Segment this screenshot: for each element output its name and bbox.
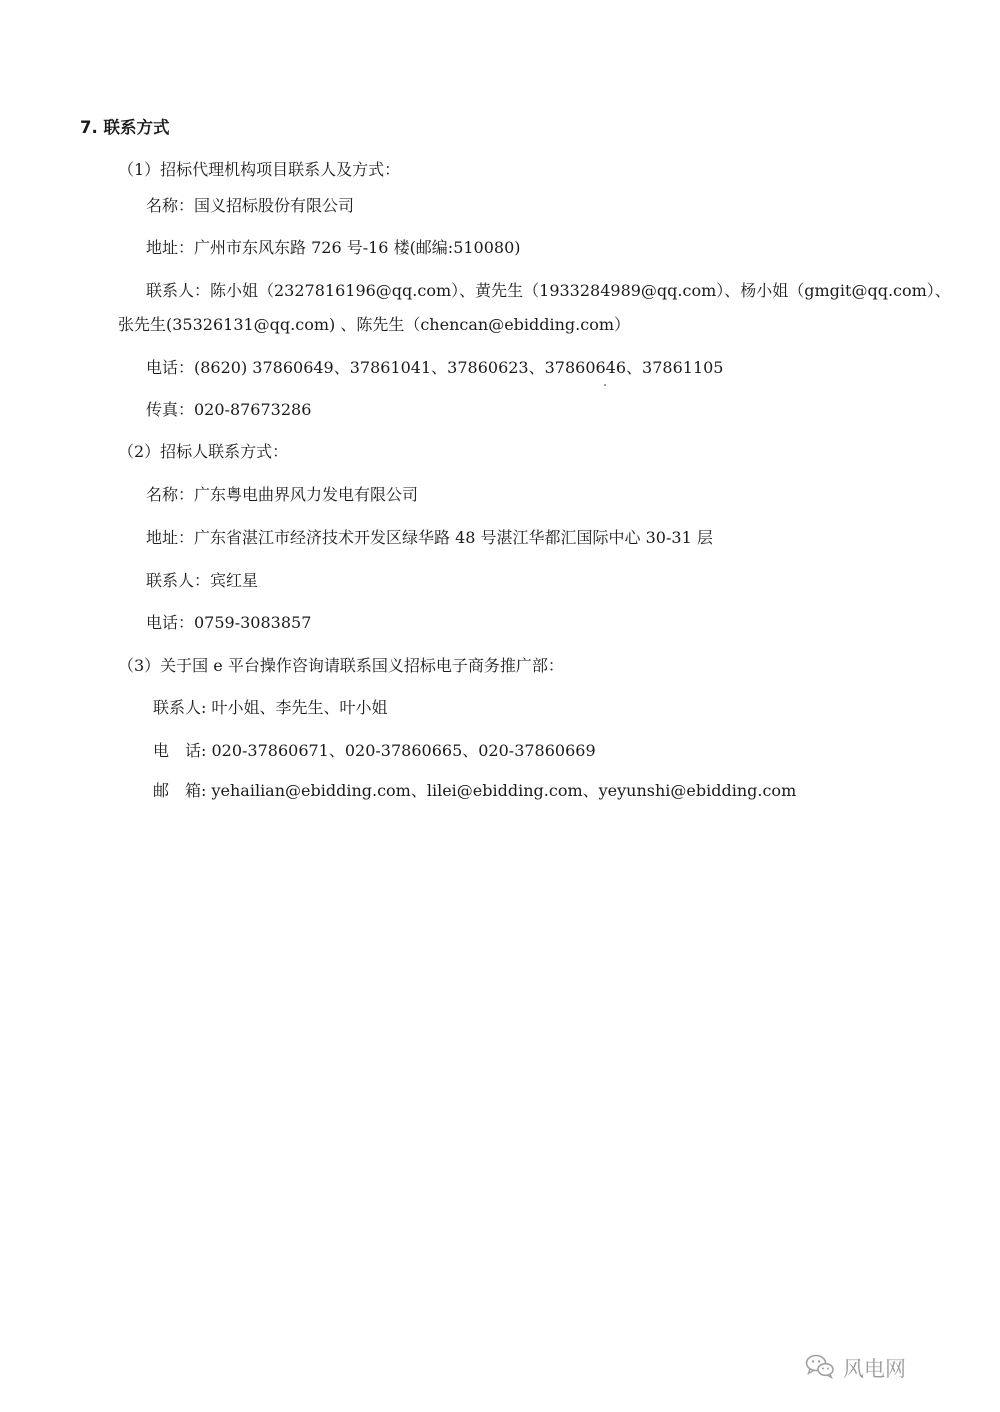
agency-name: 名称：国义招标股份有限公司 [146, 196, 355, 215]
section-title: 7. 联系方式 [80, 118, 170, 137]
watermark [805, 1354, 906, 1382]
tenderer-contact: 联系人：宾红星 [146, 571, 259, 590]
platform-email: 邮 箱: yehailian@ebidding.com、lilei@ebidding.com、yeyunshi@ebidding.com [153, 781, 797, 800]
platform-phone: 电 话: 020-37860671、020-37860665、020-37860669 [153, 741, 596, 760]
tenderer-heading: （2）招标人联系方式： [118, 442, 289, 461]
wechat-icon [805, 1353, 843, 1384]
tenderer-name: 名称：广东粤电曲界风力发电有限公司 [146, 485, 419, 504]
watermark-text: 风电网 [843, 1357, 906, 1381]
platform-heading: （3）关于国 e 平台操作咨询请联系国义招标电子商务推广部： [118, 656, 564, 675]
tenderer-phone: 电话：0759-3083857 [146, 613, 312, 632]
agency-contacts-line2: 张先生(35326131@qq.com) 、陈先生（chencan@ebidding.com） [118, 315, 631, 334]
agency-address: 地址：广州市东风东路 726 号-16 楼(邮编:510080) [146, 238, 521, 257]
tenderer-address: 地址：广东省湛江市经济技术开发区绿华路 48 号湛江华都汇国际中心 30-31 层 [146, 528, 713, 547]
agency-fax: 传真：020-87673286 [146, 400, 312, 419]
agency-contacts-line1: 联系人：陈小姐（2327816196@qq.com）、黄先生（1933284989@qq.com）、杨小姐（gmgit@qq.com）、 [146, 281, 951, 300]
agency-phone: 电话：(8620) 37860649、37861041、37860623、37860646、37861105 [146, 358, 724, 377]
scan-speck [604, 384, 606, 386]
agency-heading: （1）招标代理机构项目联系人及方式： [118, 160, 401, 179]
platform-contacts: 联系人: 叶小姐、李先生、叶小姐 [153, 698, 388, 717]
